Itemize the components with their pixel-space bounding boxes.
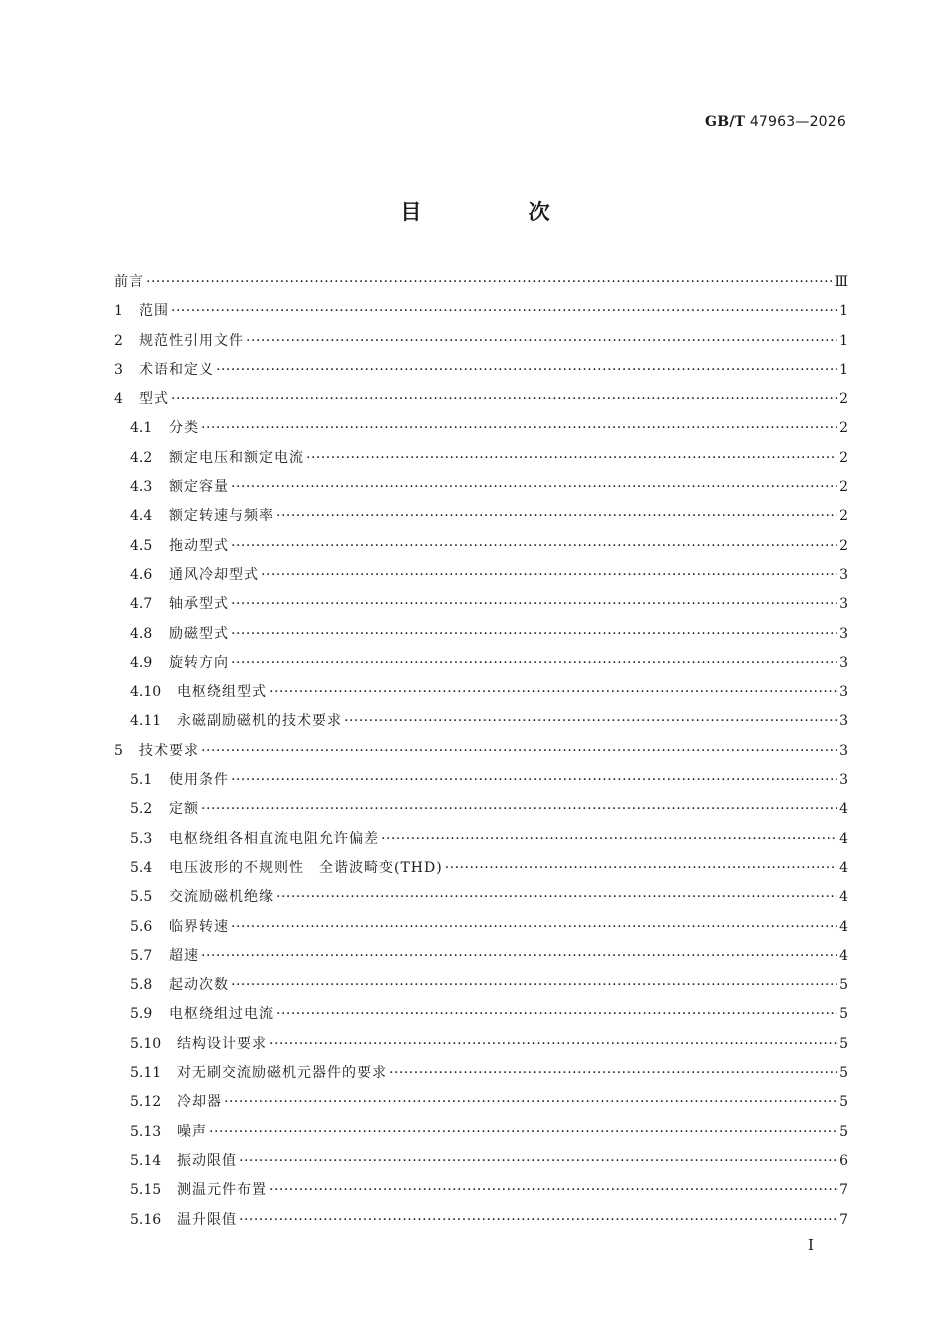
toc-entry-page: 2 <box>839 508 848 525</box>
toc-entry-page: 5 <box>839 1094 848 1111</box>
toc-entry-number: 5.13 <box>130 1123 162 1140</box>
toc-dot-leader <box>231 473 837 502</box>
toc-entry[interactable] <box>114 620 848 649</box>
toc-dot-leader <box>201 795 837 824</box>
toc-entry-number: 5.15 <box>130 1182 162 1199</box>
standard-number <box>705 114 846 130</box>
toc-entry-number: 5.2 <box>130 801 153 818</box>
toc-entry[interactable] <box>114 883 848 912</box>
toc-entry-page: 3 <box>839 772 848 789</box>
toc-entry[interactable] <box>114 1176 848 1205</box>
toc-entry-page: 2 <box>839 420 848 437</box>
toc-entry[interactable] <box>114 561 848 590</box>
toc-entry[interactable] <box>114 795 848 824</box>
toc-dot-leader <box>201 737 837 766</box>
toc-entry-label: 前言 <box>114 274 144 290</box>
toc-entry-page: 4 <box>839 918 848 935</box>
toc-entry-page: 1 <box>839 332 848 349</box>
toc-dot-leader <box>269 1176 837 1205</box>
toc-entry-label: 临界转速 <box>169 918 229 935</box>
toc-title: 目 次 <box>400 200 600 224</box>
toc-entry-page: 5 <box>839 1006 848 1023</box>
toc-entry-number: 5.16 <box>130 1211 162 1228</box>
toc-entry-page: 5 <box>839 1065 848 1082</box>
toc-entry-label: 温升限值 <box>177 1211 237 1228</box>
standard-code: 47963—2026 <box>749 114 846 130</box>
toc-entry[interactable] <box>114 971 848 1000</box>
toc-entry-page: 4 <box>839 830 848 847</box>
toc-dot-leader <box>239 1147 837 1176</box>
toc-entry-label: 额定电压和额定电流 <box>169 449 304 466</box>
toc-dot-leader <box>231 620 837 649</box>
toc-entry-number: 4.9 <box>130 654 153 671</box>
toc-dot-leader <box>246 327 837 356</box>
toc-entry[interactable] <box>114 1118 848 1147</box>
toc-entry-label: 术语和定义 <box>139 361 214 378</box>
toc-entry-number: 5.14 <box>130 1152 162 1169</box>
toc-entry-number: 4.4 <box>130 508 153 525</box>
toc-entry-page: 7 <box>839 1211 848 1228</box>
toc-entry-number: 1 <box>114 303 123 320</box>
toc-entry[interactable] <box>114 678 848 707</box>
toc-entry-number: 5.10 <box>130 1035 162 1052</box>
toc-entry-label: 振动限值 <box>177 1152 237 1169</box>
toc-entry-label: 拖动型式 <box>169 537 229 554</box>
toc-dot-leader <box>276 883 837 912</box>
toc-entry-page: 3 <box>839 713 848 730</box>
toc-entry-number: 5.6 <box>130 918 153 935</box>
toc-entry-page: 3 <box>839 684 848 701</box>
toc-dot-leader <box>306 444 837 473</box>
toc-dot-leader <box>381 825 837 854</box>
toc-entry[interactable] <box>114 1030 848 1059</box>
toc-entry-number: 5.1 <box>130 772 153 789</box>
toc-entry-number: 5.11 <box>130 1065 162 1082</box>
toc-entry[interactable] <box>114 590 848 619</box>
toc-entry[interactable] <box>114 356 848 385</box>
toc-dot-leader <box>216 356 837 385</box>
toc-dot-leader <box>276 1000 837 1029</box>
toc-entry-label: 分类 <box>169 420 199 437</box>
toc-entry[interactable] <box>114 913 848 942</box>
toc-entry-number: 5 <box>114 742 123 759</box>
toc-dot-leader <box>209 1118 837 1147</box>
toc-entry-page: 3 <box>839 596 848 613</box>
toc-entry-number: 5.9 <box>130 1006 153 1023</box>
toc-entry[interactable] <box>114 854 848 883</box>
toc-entry-page: 2 <box>839 391 848 408</box>
toc-entry-number: 5.8 <box>130 977 153 994</box>
toc-entry[interactable] <box>114 1147 848 1176</box>
toc-entry[interactable] <box>114 942 848 971</box>
toc-entry-label: 对无刷交流励磁机元器件的要求 <box>177 1065 387 1082</box>
toc-entry-page: 2 <box>839 449 848 466</box>
toc-entry-number: 4.11 <box>130 713 162 730</box>
toc-dot-leader <box>171 297 837 326</box>
toc-entry-page: 3 <box>839 566 848 583</box>
toc-dot-leader <box>276 502 837 531</box>
toc-entry-number: 2 <box>114 332 123 349</box>
toc-entry-number: 4.1 <box>130 420 153 437</box>
toc-entry-label: 使用条件 <box>169 772 229 789</box>
toc-entry-label: 励磁型式 <box>169 625 229 642</box>
toc-entry-number: 4.6 <box>130 566 153 583</box>
toc-entry[interactable] <box>114 327 848 356</box>
toc-entry-label: 电枢绕组各相直流电阻允许偏差 <box>169 830 379 847</box>
toc-entry[interactable] <box>114 766 848 795</box>
toc-entry[interactable] <box>114 1206 848 1235</box>
toc-entry-number: 5.4 <box>130 859 153 876</box>
toc-entry-number: 4.5 <box>130 537 153 554</box>
toc-entry-number: 4.8 <box>130 625 153 642</box>
toc-dot-leader <box>269 678 837 707</box>
toc-entry[interactable] <box>114 268 848 297</box>
toc-entry[interactable] <box>114 473 848 502</box>
toc-entry-page: 7 <box>839 1182 848 1199</box>
toc-entry-number: 4 <box>114 391 123 408</box>
toc-dot-leader <box>201 414 837 443</box>
toc-entry-number: 4.3 <box>130 479 153 496</box>
toc-dot-leader <box>344 707 837 736</box>
toc-entry-number: 5.5 <box>130 889 153 906</box>
table-of-contents <box>114 268 848 1235</box>
toc-entry[interactable] <box>114 297 848 326</box>
toc-entry-page: 4 <box>839 947 848 964</box>
toc-dot-leader <box>224 1088 837 1117</box>
toc-entry-page: 2 <box>839 537 848 554</box>
toc-entry-label: 技术要求 <box>139 742 199 759</box>
toc-entry[interactable] <box>114 1059 848 1088</box>
toc-entry-number: 4.10 <box>130 684 162 701</box>
toc-entry-label: 永磁副励磁机的技术要求 <box>177 713 342 730</box>
toc-entry-label: 结构设计要求 <box>177 1035 267 1052</box>
toc-entry-label: 电压波形的不规则性 全谐波畸变(THD) <box>169 859 443 876</box>
standard-prefix: GB/T <box>705 114 746 130</box>
toc-dot-leader <box>146 268 832 297</box>
toc-entry-page: 3 <box>839 654 848 671</box>
toc-dot-leader <box>231 590 837 619</box>
toc-entry-number: 3 <box>114 361 123 378</box>
toc-entry[interactable] <box>114 649 848 678</box>
toc-entry-number: 5.12 <box>130 1094 162 1111</box>
toc-entry[interactable] <box>114 825 848 854</box>
toc-entry-label: 轴承型式 <box>169 596 229 613</box>
toc-entry-page: 2 <box>839 479 848 496</box>
toc-entry[interactable] <box>114 385 848 414</box>
toc-dot-leader <box>269 1030 837 1059</box>
toc-dot-leader <box>231 971 837 1000</box>
toc-entry[interactable] <box>114 532 848 561</box>
toc-entry-page: 1 <box>839 303 848 320</box>
toc-dot-leader <box>239 1206 837 1235</box>
toc-entry-label: 交流励磁机绝缘 <box>169 889 274 906</box>
toc-entry-label: 起动次数 <box>169 977 229 994</box>
toc-entry-label: 旋转方向 <box>169 654 229 671</box>
toc-entry-page: 6 <box>839 1152 848 1169</box>
toc-entry-page: 4 <box>839 889 848 906</box>
toc-entry-label: 电枢绕组型式 <box>177 684 267 701</box>
toc-dot-leader <box>231 766 837 795</box>
toc-dot-leader <box>231 649 837 678</box>
toc-entry-page: 4 <box>839 801 848 818</box>
toc-entry-page: Ⅲ <box>834 274 848 290</box>
toc-entry-page: 4 <box>839 859 848 876</box>
toc-entry[interactable] <box>114 1000 848 1029</box>
toc-entry-page: 3 <box>839 625 848 642</box>
toc-entry[interactable] <box>114 444 848 473</box>
toc-dot-leader <box>445 854 837 883</box>
toc-entry-page: 5 <box>839 1123 848 1140</box>
toc-entry-label: 冷却器 <box>177 1094 222 1111</box>
toc-entry-label: 测温元件布置 <box>177 1182 267 1199</box>
toc-entry-label: 范围 <box>139 303 169 320</box>
toc-dot-leader <box>261 561 837 590</box>
toc-entry-number: 5.3 <box>130 830 153 847</box>
toc-dot-leader <box>389 1059 837 1088</box>
toc-entry-number: 5.7 <box>130 947 153 964</box>
toc-entry-number: 4.2 <box>130 449 153 466</box>
toc-entry[interactable] <box>114 502 848 531</box>
toc-entry-label: 型式 <box>139 391 169 408</box>
toc-entry-label: 噪声 <box>177 1123 207 1140</box>
toc-entry-page: 1 <box>839 361 848 378</box>
toc-entry-number: 4.7 <box>130 596 153 613</box>
toc-entry-page: 3 <box>839 742 848 759</box>
toc-entry[interactable] <box>114 737 848 766</box>
toc-entry-label: 额定转速与频率 <box>169 508 274 525</box>
toc-entry-label: 规范性引用文件 <box>139 332 244 349</box>
toc-entry-label: 通风冷却型式 <box>169 566 259 583</box>
toc-entry-label: 额定容量 <box>169 479 229 496</box>
toc-entry[interactable] <box>114 707 848 736</box>
toc-entry-label: 电枢绕组过电流 <box>169 1006 274 1023</box>
toc-dot-leader <box>231 913 837 942</box>
toc-entry[interactable] <box>114 1088 848 1117</box>
toc-entry[interactable] <box>114 414 848 443</box>
toc-entry-page: 5 <box>839 1035 848 1052</box>
toc-entry-label: 定额 <box>169 801 199 818</box>
toc-dot-leader <box>201 942 837 971</box>
toc-entry-label: 超速 <box>169 947 199 964</box>
toc-dot-leader <box>171 385 837 414</box>
toc-dot-leader <box>231 532 837 561</box>
toc-entry-page: 5 <box>839 977 848 994</box>
page-number: Ⅰ <box>808 1236 814 1254</box>
